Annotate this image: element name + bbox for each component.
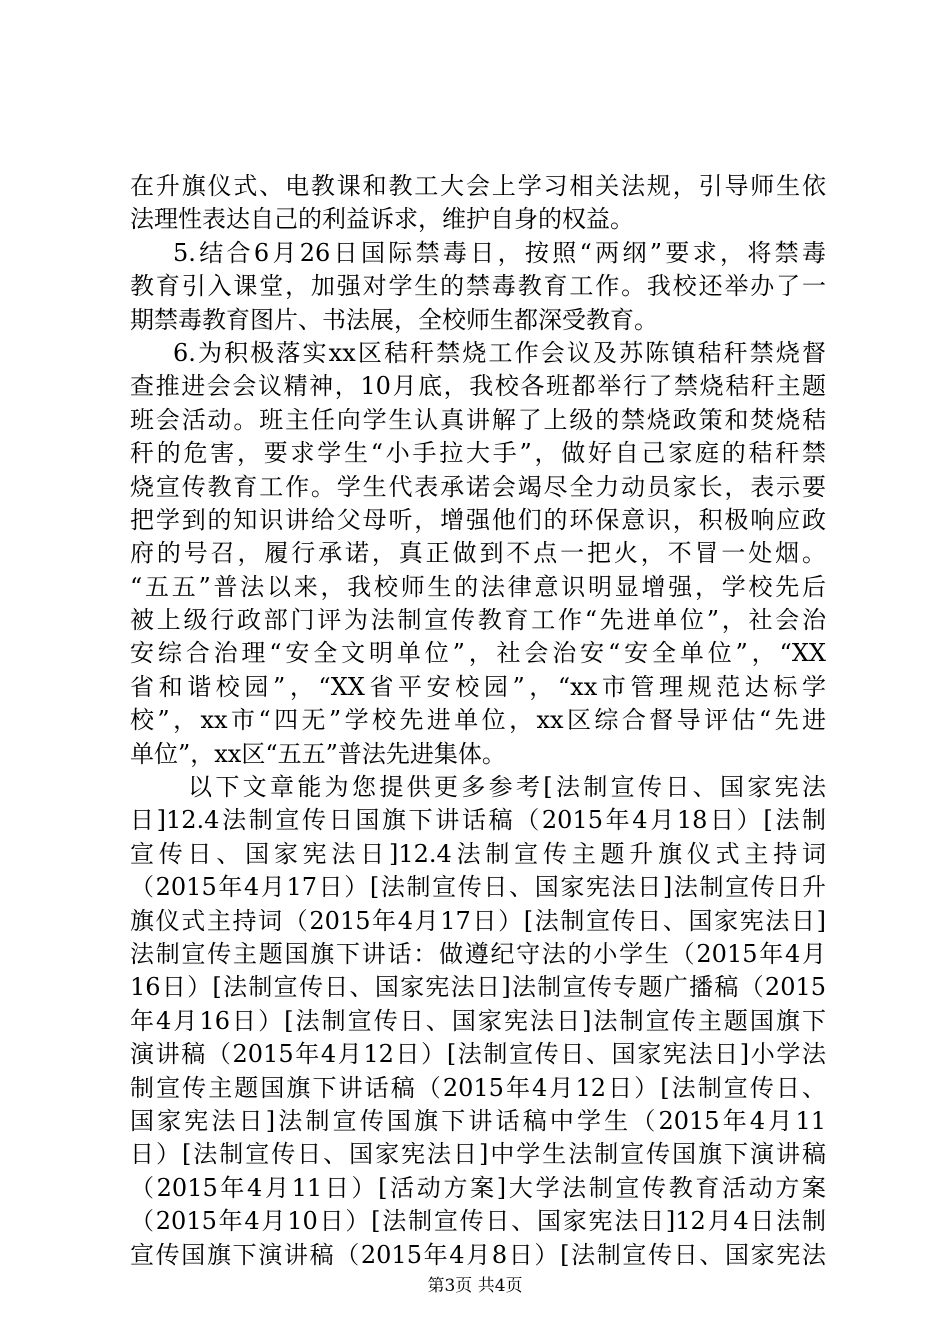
text-line: 法理性表达自己的利益诉求，维护自身的权益。 <box>130 205 634 234</box>
text-line: （2015年4月11日）[活动方案]大学法制宣传教育活动方案 <box>130 1173 826 1202</box>
text-line: （2015年4月17日）[法制宣传日、国家宪法日]法制宣传日升 <box>130 873 826 902</box>
text-line: 烧宣传教育工作。学生代表承诺会竭尽全力动员家长，表示要 <box>130 472 826 501</box>
text-line: 校”，xx市“四无”学校先进单位，xx区综合督导评估“先进 <box>130 706 826 735</box>
text-line: 16日）[法制宣传日、国家宪法日]法制宣传专题广播稿（2015 <box>130 973 826 1002</box>
text-line: 安综合治理“安全文明单位”，社会治安“安全单位”，“XX <box>130 639 826 668</box>
text-line: 教育引入课堂，加强对学生的禁毒教育工作。我校还举办了一 <box>130 272 826 301</box>
text-line: （2015年4月10日）[法制宣传日、国家宪法日]12月4日法制 <box>130 1207 826 1236</box>
text-line: 省和谐校园”，“XX省平安校园”，“xx市管理规范达标学 <box>130 672 826 701</box>
document-body <box>130 170 826 1272</box>
text-line: 国家宪法日]法制宣传国旗下讲话稿中学生（2015年4月11 <box>130 1106 826 1135</box>
text-line: 把学到的知识讲给父母听，增强他们的环保意识，积极响应政 <box>130 505 826 534</box>
text-line: 单位”，xx区“五五”普法先进集体。 <box>130 739 506 768</box>
text-line: 演讲稿（2015年4月12日）[法制宣传日、国家宪法日]小学法 <box>130 1040 826 1069</box>
text-line: 制宣传主题国旗下讲话稿（2015年4月12日）[法制宣传日、 <box>130 1073 826 1102</box>
text-line: 以下文章能为您提供更多参考[法制宣传日、国家宪法 <box>188 773 826 802</box>
text-line: 日]12.4法制宣传日国旗下讲话稿（2015年4月18日）[法制 <box>130 806 826 835</box>
text-line: 被上级行政部门评为法制宣传教育工作“先进单位”，社会治 <box>130 606 826 635</box>
text-line: 秆的危害，要求学生“小手拉大手”，做好自己家庭的秸秆禁 <box>130 439 826 468</box>
text-line: 5.结合6月26日国际禁毒日，按照“两纲”要求，将禁毒 <box>173 238 826 267</box>
text-line: 宣传日、国家宪法日]12.4法制宣传主题升旗仪式主持词 <box>130 839 826 868</box>
page-number-footer: 第3页 共4页 <box>427 1276 523 1296</box>
text-line: 府的号召，履行承诺，真正做到不点一把火，不冒一处烟。 <box>130 539 826 568</box>
text-line: 班会活动。班主任向学生认真讲解了上级的禁烧政策和焚烧秸 <box>130 405 826 434</box>
text-line: 查推进会会议精神，10月底，我校各班都举行了禁烧秸秆主题 <box>130 372 826 401</box>
text-line: “五五”普法以来，我校师生的法律意识明显增强，学校先后 <box>130 572 826 601</box>
text-line: 期禁毒教育图片、书法展，全校师生都深受教育。 <box>130 305 658 334</box>
text-line: 年4月16日）[法制宣传日、国家宪法日]法制宣传主题国旗下 <box>130 1006 826 1035</box>
text-line: 宣传国旗下演讲稿（2015年4月8日）[法制宣传日、国家宪法 <box>130 1240 826 1269</box>
text-line: 旗仪式主持词（2015年4月17日）[法制宣传日、国家宪法日] <box>130 906 826 935</box>
text-line: 6.为积极落实xx区秸秆禁烧工作会议及苏陈镇秸秆禁烧督 <box>173 338 826 367</box>
text-line: 日）[法制宣传日、国家宪法日]中学生法制宣传国旗下演讲稿 <box>130 1140 826 1169</box>
text-line: 在升旗仪式、电教课和教工大会上学习相关法规，引导师生依 <box>130 172 826 200</box>
text-line: 法制宣传主题国旗下讲话：做遵纪守法的小学生（2015年4月 <box>130 939 826 968</box>
